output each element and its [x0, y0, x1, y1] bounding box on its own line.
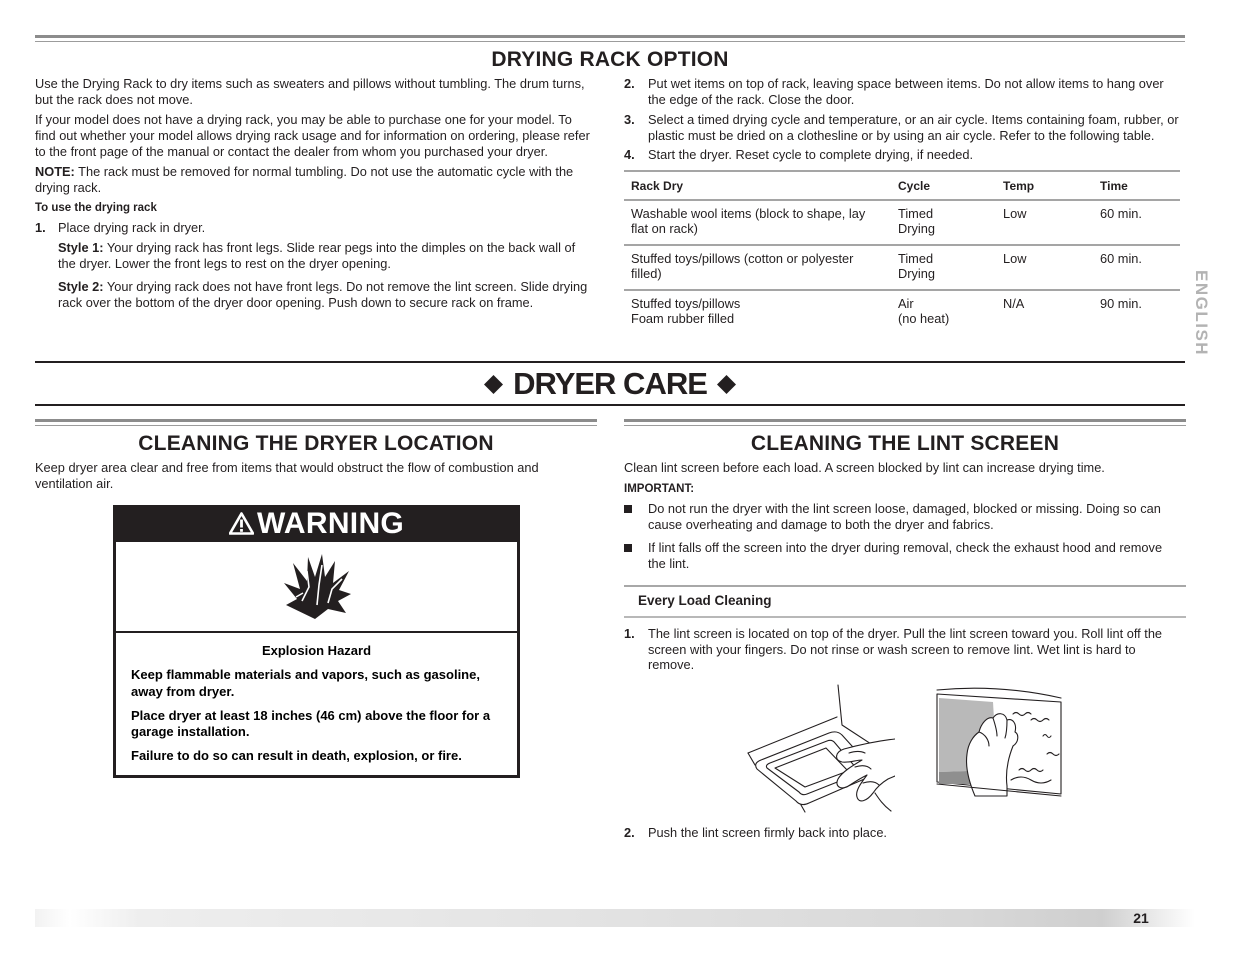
table-header-cycle: Cycle [898, 171, 1003, 200]
warning-line: Keep flammable materials and vapors, such as gasoline, away from dryer. [131, 667, 480, 699]
lint-double-rule [624, 419, 1186, 426]
lint-screen-pull-illustration [745, 683, 895, 813]
style-2-text: Your drying rack does not have front legs. Do not remove the lint screen. Slide drying rack over the bottom of the dryer door opening. Push down to secure rack on frame. [58, 279, 588, 310]
drying-rack-note [35, 164, 595, 196]
location-title: CLEANING THE DRYER LOCATION [138, 432, 494, 455]
style-1-text: Your drying rack has front legs. Slide rear pegs into the dimples on the back wall of the dryer. Lower the front legs to rest on the dryer opening. [58, 240, 576, 271]
cell-line: Timed [898, 251, 934, 266]
cell-line: Air [898, 296, 914, 311]
warning-line: Failure to do so can result in death, explosion, or fire. [131, 748, 462, 763]
step-2 [624, 76, 1180, 108]
cell-line: Washable wool items (block to shape, lay flat on rack) [631, 206, 866, 236]
step-text: Place drying rack in dryer. [58, 220, 206, 235]
hazard-title: Explosion Hazard [261, 643, 372, 658]
warning-triangle-icon [229, 512, 254, 535]
note-text: The rack must be removed for normal tumbling. Do not use the automatic cycle with the drying rack. [35, 164, 574, 195]
step-number: 2. [624, 76, 635, 91]
warning-label: WARNING [256, 507, 405, 540]
cell-line: Stuffed toys/pillows (cotton or polyester filled) [631, 251, 854, 281]
warning-header [113, 505, 520, 542]
top-double-rule [35, 35, 1185, 42]
cell-line: Drying [898, 266, 935, 281]
table-cell-item [624, 200, 898, 245]
diamond-icon [484, 375, 503, 394]
location-text: Keep dryer area clear and free from items that would obstruct the flow of combustion and ventilation air. [35, 460, 539, 491]
table-cell-cycle [898, 200, 1003, 245]
cell-line: Drying [898, 221, 935, 236]
location-double-rule [35, 419, 597, 426]
step-text: Push the lint screen firmly back into place. [648, 825, 887, 840]
table-header-row [624, 171, 1180, 200]
step-4 [624, 147, 1180, 163]
drying-rack-left-column [35, 76, 595, 315]
table-header-time: Time [1100, 171, 1180, 200]
step-3 [624, 112, 1180, 144]
dryer-care-bottom-rule [35, 404, 1185, 406]
cell-line: Stuffed toys/pillows [631, 296, 741, 311]
list-item [624, 501, 1180, 532]
lint-column [624, 460, 1180, 579]
cell-line: Timed [898, 206, 934, 221]
table-cell-item [624, 245, 898, 290]
diamond-icon [717, 375, 736, 394]
table-cell-time: 60 min. [1100, 245, 1180, 290]
warning-line: Place dryer at least 18 inches (46 cm) above the floor for a garage installation. [131, 707, 491, 739]
cell-line: Foam rubber filled [631, 311, 735, 326]
style-1-paragraph [35, 240, 595, 272]
lint-step-2 [624, 825, 1180, 841]
explosion-hazard-icon [282, 553, 352, 621]
step-number: 4. [624, 147, 635, 162]
drying-rack-title: DRYING RACK OPTION [491, 48, 729, 71]
warning-box [113, 505, 520, 778]
cell-line: (no heat) [898, 311, 950, 326]
every-load-top-rule [624, 585, 1186, 587]
step-text: Select a timed drying cycle and temperature, or an air cycle. Items containing foam, rubber, or plastic must be dried on a clothesline or by using an air cycle. Refer to the following table. [648, 112, 1179, 143]
bullet-square-icon [624, 540, 648, 571]
every-load-subheading: Every Load Cleaning [638, 593, 772, 608]
how-to-subheading: To use the drying rack [35, 202, 157, 214]
table-row [624, 245, 1180, 290]
drying-rack-intro: Use the Drying Rack to dry items such as sweaters and pillows without tumbling. The drum turns, but the rack does not move. [35, 76, 585, 107]
every-load-bottom-rule [624, 616, 1186, 618]
lint-step-1 [624, 626, 1180, 673]
step-text: The lint screen is located on top of the dryer. Pull the lint screen toward you. Roll lint off the screen with your fingers. Do not rinse or wash screen to remove lint. Wet lint is hard to remove. [648, 626, 1163, 672]
table-row [624, 290, 1180, 335]
style-2-label: Style 2: [58, 279, 104, 294]
step-number: 1. [35, 220, 46, 235]
important-label: IMPORTANT: [624, 483, 695, 495]
table-cell-temp: N/A [1003, 296, 1025, 311]
style-2-paragraph [35, 279, 595, 311]
drying-rack-right-column [624, 76, 1180, 335]
drying-rack-purchase-info: If your model does not have a drying rack, you may be able to purchase one for your model. To find out whether your model allows drying rack usage and for information on ordering, please refer to the front page of the manual or contact the dealer from whom you purchased your dryer. [35, 112, 590, 159]
step-1 [35, 220, 595, 236]
table-cell-cycle [898, 245, 1003, 290]
bullet-text: Do not run the dryer with the lint screen loose, damaged, blocked or missing. Doing so can cause overheating and damage to both the dryer and fabrics. [648, 501, 1161, 532]
bullet-square-icon [624, 501, 648, 532]
rack-dry-table [624, 170, 1180, 335]
list-item [624, 540, 1180, 571]
dryer-care-title: DRYER CARE [513, 366, 707, 401]
table-row [624, 200, 1180, 245]
lint-intro: Clean lint screen before each load. A screen blocked by lint can increase drying time. [624, 460, 1105, 475]
language-side-tab: ENGLISH [1192, 270, 1211, 357]
table-cell-item [624, 290, 898, 335]
dryer-care-banner [35, 364, 1185, 404]
bullet-text: If lint falls off the screen into the dryer during removal, check the exhaust hood and remove the lint. [648, 540, 1163, 571]
table-header-temp: Temp [1003, 171, 1100, 200]
table-cell-time: 90 min. [1100, 296, 1142, 311]
page-number: 21 [1133, 910, 1149, 926]
step-text: Put wet items on top of rack, leaving space between items. Do not allow items to hang over the edge of the rack. Close the door. [648, 76, 1164, 107]
dryer-care-top-rule [35, 361, 1185, 363]
note-label: NOTE: [35, 164, 75, 179]
table-cell-time: 60 min. [1100, 200, 1180, 245]
lint-title: CLEANING THE LINT SCREEN [750, 432, 1060, 455]
table-cell-cycle [898, 290, 1003, 335]
lint-roll-off-illustration [935, 684, 1063, 802]
step-2 [624, 825, 1180, 841]
step-number: 3. [624, 112, 635, 127]
table-cell-temp: Low [1003, 200, 1100, 245]
style-1-label: Style 1: [58, 240, 104, 255]
warning-text [116, 633, 517, 765]
step-number: 2. [624, 825, 635, 840]
table-header-rack-dry: Rack Dry [624, 171, 898, 200]
footer-bar [35, 909, 1195, 927]
step-1 [624, 626, 1180, 673]
table-cell-temp: Low [1003, 245, 1100, 290]
warning-icon-area [116, 542, 517, 633]
step-text: Start the dryer. Reset cycle to complete drying, if needed. [648, 147, 974, 162]
step-number: 1. [624, 626, 635, 641]
